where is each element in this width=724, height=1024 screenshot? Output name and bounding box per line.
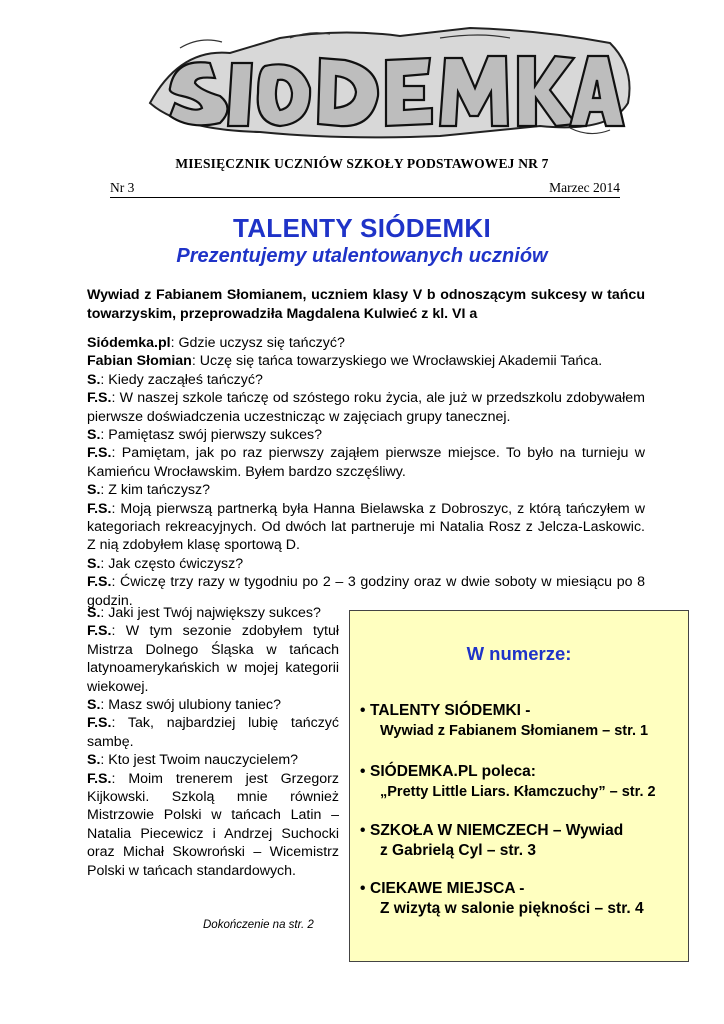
interview-lower xyxy=(87,604,339,880)
contents-item-title: SZKOŁA W NIEMCZECH – Wywiad xyxy=(370,822,624,839)
issue-date: Marzec 2014 xyxy=(549,180,620,195)
interview-line: S.: Masz swój ulubiony taniec? xyxy=(87,697,281,714)
article-title: TALENTY SIÓDEMKI xyxy=(232,213,492,243)
interview-line: F.S.: Moją pierwszą partnerką była Hanna Bielawska z Dobroszyc, z którą tańczyłem w kategoriach rekreacyjnych. Od dwóch lat partneruje mi Natalia Rosz z Jelcza-Laskowic. Z nią zdobyłem klasę sportową D. xyxy=(87,500,645,554)
contents-item-detail: Wywiad z Fabianem Słomianem – str. 1 xyxy=(380,723,649,739)
contents-item[interactable] xyxy=(360,762,685,802)
contents-item-title: SIÓDEMKA.PL poleca: xyxy=(370,763,536,780)
contents-item-detail: Z wizytą w salonie piękności – str. 4 xyxy=(380,900,644,917)
bullet-icon: • xyxy=(360,763,366,780)
continued-note: Dokończenie na str. 2 xyxy=(203,919,314,931)
issue-info xyxy=(110,180,620,198)
interview-line: Fabian Słomian: Uczę się tańca towarzyskiego we Wrocławskiej Akademii Tańca. xyxy=(87,353,603,370)
contents-item[interactable] xyxy=(360,701,685,741)
interview-line: F.S.: Tak, najbardziej lubię tańczyć sambę. xyxy=(87,715,339,750)
contents-heading: W numerze: xyxy=(466,643,572,664)
interview-line: S.: Jak często ćwiczysz? xyxy=(87,555,244,572)
issue-number: Nr 3 xyxy=(110,180,135,195)
interview-line: F.S.: Ćwiczę trzy razy w tygodniu po 2 – 3 godziny oraz w dwie soboty w miesiącu po 8 godzin. xyxy=(87,574,645,609)
interview-line: F.S.: W tym sezonie zdobyłem tytuł Mistrza Dolnego Śląska w tańcach latynoamerykańskich w mojej kategorii wiekowej. xyxy=(87,623,339,695)
interview-line: S.: Kiedy zacząłeś tańczyć? xyxy=(87,371,263,388)
interview-line: S.: Jaki jest Twój największy sukces? xyxy=(87,605,321,621)
contents-item-detail: „Pretty Little Liars. Kłamczuchy” – str. 2 xyxy=(380,784,656,800)
bullet-icon: • xyxy=(360,822,366,839)
contents-box xyxy=(349,610,689,962)
masthead: MIESIĘCZNIK UCZNIÓW SZKOŁY PODSTAWOWEJ NR 7 xyxy=(175,156,549,171)
interview-line: S.: Z kim tańczysz? xyxy=(87,482,210,499)
interview-line: S.: Kto jest Twoim nauczycielem? xyxy=(87,752,299,769)
contents-item-title: CIEKAWE MIEJSCA - xyxy=(370,880,525,897)
bullet-icon: • xyxy=(360,880,366,897)
contents-item[interactable] xyxy=(360,821,685,861)
article-subtitle: Prezentujemy utalentowanych uczniów xyxy=(176,245,548,267)
contents-item-title: TALENTY SIÓDEMKI - xyxy=(370,702,531,719)
interview-line: F.S.: Moim trenerem jest Grzegorz Kijkowski. Szkolą mnie również Mistrzowie Polski w tańcach Latin – Natalia Piecewicz i Andrzej Suchocki oraz Michał Skowroński – Wicemistrz Polski w tańcach standardowych. xyxy=(87,770,339,879)
interview-line: Siódemka.pl: Gdzie uczysz się tańczyć? xyxy=(87,335,345,351)
interview-line: F.S.: Pamiętam, jak po raz pierwszy zająłem pierwsze miejsce. To było na turnieju w Kamieńcu Wrocławskim. Byłem bardzo szczęśliwy. xyxy=(87,445,645,480)
graffiti-logo xyxy=(140,8,640,148)
interview-upper xyxy=(87,334,645,610)
article-intro: Wywiad z Fabianem Słomianem, uczniem klasy V b odnoszącym sukcesy w tańcu towarzyskim, przeprowadziła Magdalena Kulwieć z kl. VI a xyxy=(87,287,645,322)
contents-item-detail: z Gabrielą Cyl – str. 3 xyxy=(380,842,536,859)
interview-line: S.: Pamiętasz swój pierwszy sukces? xyxy=(87,427,322,444)
bullet-icon: • xyxy=(360,702,366,719)
interview-line: F.S.: W naszej szkole tańczę od szóstego roku życia, ale już w przedszkolu zdobywałem pierwsze doświadczenia uczestnicząc w zajęciach grupy tanecznej. xyxy=(87,390,645,425)
contents-item[interactable] xyxy=(360,879,685,919)
